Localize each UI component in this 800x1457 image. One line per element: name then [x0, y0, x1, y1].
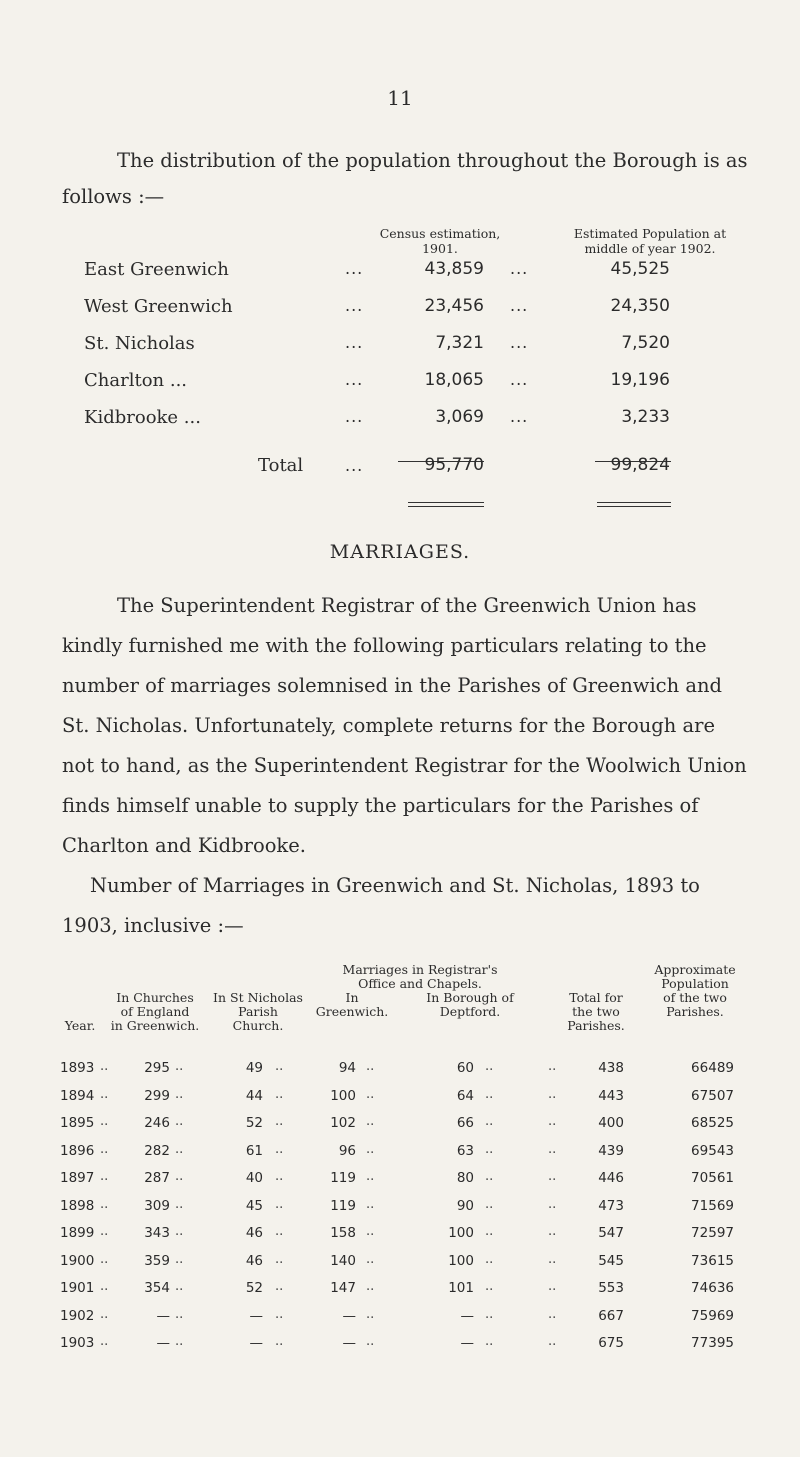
leader-dots: .. [548, 1141, 557, 1157]
district-name: West Greenwich [84, 296, 233, 317]
cell-churches: 287 [144, 1170, 170, 1186]
total-leader-dots: ... [345, 456, 364, 475]
district-name: Charlton ... [84, 370, 188, 391]
cell-churches: 282 [144, 1142, 170, 1159]
leader-dots: ... [345, 296, 364, 315]
cell-churches: 299 [144, 1087, 170, 1104]
cell-churches: 359 [144, 1252, 170, 1269]
census-value: 7,321 [435, 333, 484, 353]
cell-greenwich: 158 [330, 1225, 356, 1241]
cell-greenwich: 119 [330, 1197, 356, 1214]
cell-population: 68525 [691, 1115, 734, 1131]
cell-total: 473 [598, 1197, 624, 1214]
cell-population: 66489 [691, 1060, 734, 1076]
total-double-rule [408, 502, 484, 503]
cell-greenwich: 147 [330, 1280, 356, 1296]
leader-dots: .. [485, 1059, 494, 1074]
leader-dots: .. [485, 1251, 494, 1267]
cell-churches: 354 [144, 1280, 170, 1296]
leader-dots: .. [485, 1141, 494, 1157]
leader-dots: .. [100, 1141, 109, 1157]
leader-dots: .. [100, 1306, 109, 1322]
cell-st-nicholas: — [249, 1335, 263, 1351]
cell-st-nicholas: 52 [245, 1280, 263, 1296]
census-value: 3,069 [435, 407, 484, 427]
cell-year: 1896 [60, 1142, 95, 1159]
leader-dots: .. [366, 1059, 375, 1074]
cell-year: 1897 [60, 1170, 95, 1186]
leader-dots: .. [485, 1086, 494, 1102]
leader-dots: .. [100, 1279, 109, 1294]
leader-dots: .. [275, 1224, 284, 1239]
leader-dots: .. [175, 1279, 184, 1294]
cell-st-nicholas: 45 [245, 1197, 263, 1214]
cell-population: 70561 [691, 1170, 734, 1186]
cell-churches: 295 [144, 1060, 170, 1076]
cell-year: 1902 [60, 1307, 95, 1324]
header-churches [100, 991, 210, 1033]
leader-dots: ... [345, 407, 364, 426]
cell-deptford: 64 [456, 1087, 474, 1104]
header-line: Greenwich. [315, 1004, 389, 1019]
leader-dots: .. [100, 1224, 109, 1239]
leader-dots: ... [345, 259, 364, 278]
cell-year: 1893 [60, 1060, 95, 1076]
leader-dots: .. [275, 1279, 284, 1294]
leader-dots: .. [485, 1224, 494, 1239]
total-estimate: 99,824 [610, 455, 670, 475]
header-in-greenwich [300, 991, 404, 1019]
leader-dots: .. [485, 1334, 494, 1349]
estimate-value: 19,196 [610, 370, 670, 390]
cell-churches: 309 [144, 1197, 170, 1214]
cell-total: 446 [598, 1170, 624, 1186]
leader-dots: .. [175, 1251, 184, 1267]
header-registrar-group [300, 963, 540, 991]
header-population [640, 963, 750, 1019]
cell-churches: 343 [144, 1225, 170, 1241]
leader-dots: .. [275, 1334, 284, 1349]
leader-dots: .. [275, 1086, 284, 1102]
census-header-line: 1901. [422, 241, 458, 256]
leader-dots: .. [100, 1196, 109, 1212]
leader-dots: ... [345, 333, 364, 352]
cell-st-nicholas: 46 [245, 1252, 263, 1269]
leader-dots: ... [510, 370, 529, 389]
cell-population: 77395 [691, 1335, 734, 1351]
leader-dots: .. [366, 1224, 375, 1239]
marriages-title: MARRIAGES. [329, 541, 471, 563]
cell-greenwich: 96 [338, 1142, 356, 1159]
marriages-table-intro: Number of Marriages in Greenwich and St. Nicholas, 1893 to 1903, inclusive :— [62, 874, 700, 937]
header-line: Church. [232, 1018, 284, 1033]
leader-dots: .. [275, 1114, 284, 1129]
leader-dots: .. [548, 1306, 557, 1322]
leader-dots: ... [345, 370, 364, 389]
leader-dots: .. [548, 1086, 557, 1102]
leader-dots: .. [366, 1114, 375, 1129]
header-line: of the two [663, 990, 727, 1005]
header-line: Parishes. [666, 1004, 724, 1019]
header-total [556, 991, 636, 1033]
estimate-value: 24,350 [610, 296, 670, 316]
cell-deptford: 100 [448, 1225, 474, 1241]
leader-dots: .. [548, 1224, 557, 1239]
cell-deptford: 66 [456, 1115, 474, 1131]
cell-total: 553 [598, 1280, 624, 1296]
cell-year: 1899 [60, 1225, 95, 1241]
leader-dots: .. [485, 1114, 494, 1129]
estimate-header [550, 226, 750, 256]
cell-deptford: — [460, 1307, 474, 1324]
header-line: Parish [238, 1004, 278, 1019]
header-line: Parishes. [567, 1018, 625, 1033]
header-in-deptford [410, 991, 530, 1019]
cell-greenwich: 102 [330, 1115, 356, 1131]
leader-dots: .. [175, 1086, 184, 1102]
header-year: Year. [64, 1018, 96, 1033]
leader-dots: .. [175, 1141, 184, 1157]
leader-dots: .. [100, 1086, 109, 1102]
cell-st-nicholas: 52 [245, 1115, 263, 1131]
estimate-value: 7,520 [621, 333, 670, 353]
cell-population: 71569 [691, 1197, 734, 1214]
intro-paragraph: The distribution of the population throughout the Borough is as follows :— [62, 149, 748, 208]
cell-population: 75969 [691, 1307, 734, 1324]
district-name: St. Nicholas [84, 333, 195, 354]
leader-dots: .. [175, 1059, 184, 1074]
leader-dots: .. [366, 1279, 375, 1294]
marriages-paragraph: The Superintendent Registrar of the Greenwich Union has kindly furnished me with the following particulars relating to the number of marriages solemnised in the Parishes of Greenwich and St. Nicholas. Unfortunately, complete returns for the Borough are not to hand, as the Superintendent Registrar for the Woolwich Union finds himself unable to supply the particulars for the Parishes of Charlton and Kidbrooke. [62, 594, 747, 857]
leader-dots: .. [175, 1224, 184, 1239]
header-line: In Churches [116, 990, 194, 1005]
leader-dots: .. [548, 1114, 557, 1129]
header-line: Marriages in Registrar's [342, 962, 498, 977]
leader-dots: .. [548, 1169, 557, 1184]
cell-total: 675 [598, 1335, 624, 1351]
total-label: Total [258, 455, 304, 476]
header-line: Population [661, 976, 729, 991]
leader-dots: .. [366, 1196, 375, 1212]
cell-year: 1895 [60, 1115, 95, 1131]
cell-greenwich: 119 [330, 1170, 356, 1186]
cell-deptford: 80 [456, 1170, 474, 1186]
leader-dots: .. [548, 1279, 557, 1294]
leader-dots: .. [366, 1086, 375, 1102]
cell-population: 72597 [691, 1225, 734, 1241]
cell-year: 1900 [60, 1252, 95, 1269]
cell-st-nicholas: 61 [245, 1142, 263, 1159]
leader-dots: .. [175, 1334, 184, 1349]
cell-total: 545 [598, 1252, 624, 1269]
cell-deptford: 101 [448, 1280, 474, 1296]
cell-churches: — [156, 1307, 170, 1324]
cell-total: 438 [598, 1060, 624, 1076]
header-line: In Borough of [426, 990, 514, 1005]
header-line: In [345, 990, 359, 1005]
header-line: the two [572, 1004, 620, 1019]
cell-greenwich: — [342, 1335, 356, 1351]
leader-dots: .. [366, 1251, 375, 1267]
district-name: Kidbrooke ... [84, 407, 201, 428]
leader-dots: .. [485, 1279, 494, 1294]
leader-dots: .. [100, 1114, 109, 1129]
leader-dots: .. [366, 1306, 375, 1322]
leader-dots: ... [510, 407, 529, 426]
cell-deptford: 90 [456, 1197, 474, 1214]
header-line: Deptford. [439, 1004, 501, 1019]
leader-dots: .. [366, 1141, 375, 1157]
cell-total: 443 [598, 1087, 624, 1104]
cell-deptford: 60 [456, 1060, 474, 1076]
census-header [360, 226, 520, 256]
cell-st-nicholas: 46 [245, 1225, 263, 1241]
leader-dots: .. [175, 1114, 184, 1129]
leader-dots: .. [485, 1196, 494, 1212]
district-name: East Greenwich [84, 259, 229, 280]
estimate-header-line: middle of year 1902. [584, 241, 716, 256]
leader-dots: .. [175, 1169, 184, 1184]
cell-year: 1898 [60, 1197, 95, 1214]
total-double-rule [408, 506, 484, 507]
cell-total: 439 [598, 1142, 624, 1159]
total-census: 95,770 [424, 455, 484, 475]
leader-dots: .. [175, 1306, 184, 1322]
leader-dots: .. [548, 1251, 557, 1267]
estimate-value: 45,525 [610, 259, 670, 279]
cell-total: 400 [598, 1115, 624, 1131]
header-line: In St Nicholas [213, 990, 303, 1005]
estimate-header-line: Estimated Population at [573, 226, 727, 241]
cell-st-nicholas: 49 [245, 1060, 263, 1076]
census-value: 18,065 [424, 370, 484, 390]
header-line: Office and Chapels. [358, 976, 482, 991]
cell-population: 74636 [691, 1280, 734, 1296]
cell-st-nicholas: 40 [245, 1170, 263, 1186]
leader-dots: ... [510, 259, 529, 278]
total-double-rule [597, 506, 671, 507]
cell-churches: — [156, 1335, 170, 1351]
leader-dots: ... [510, 333, 529, 352]
cell-churches: 246 [144, 1115, 170, 1131]
leader-dots: .. [175, 1196, 184, 1212]
leader-dots: .. [275, 1169, 284, 1184]
leader-dots: .. [100, 1334, 109, 1349]
cell-greenwich: 94 [338, 1060, 356, 1076]
cell-total: 547 [598, 1225, 624, 1241]
header-line: in Greenwich. [110, 1018, 200, 1033]
leader-dots: .. [548, 1059, 557, 1074]
cell-deptford: — [460, 1335, 474, 1351]
leader-dots: .. [366, 1334, 375, 1349]
cell-total: 667 [598, 1307, 624, 1324]
page-number: 11 [387, 86, 413, 110]
cell-st-nicholas: — [249, 1307, 263, 1324]
leader-dots: ... [510, 296, 529, 315]
cell-year: 1894 [60, 1087, 95, 1104]
leader-dots: .. [485, 1169, 494, 1184]
leader-dots: .. [366, 1169, 375, 1184]
cell-st-nicholas: 44 [245, 1087, 263, 1104]
cell-greenwich: 100 [330, 1087, 356, 1104]
leader-dots: .. [275, 1251, 284, 1267]
leader-dots: .. [100, 1059, 109, 1074]
total-double-rule [597, 502, 671, 503]
leader-dots: .. [275, 1196, 284, 1212]
cell-deptford: 100 [448, 1252, 474, 1269]
census-header-line: Census estimation, [379, 226, 501, 241]
header-line: Total for [569, 990, 623, 1005]
cell-population: 73615 [691, 1252, 734, 1269]
leader-dots: .. [275, 1306, 284, 1322]
header-st-nicholas [208, 991, 308, 1033]
header-line: of England [120, 1004, 190, 1019]
leader-dots: .. [275, 1059, 284, 1074]
cell-year: 1901 [60, 1280, 95, 1296]
cell-population: 69543 [691, 1142, 734, 1159]
cell-greenwich: — [342, 1307, 356, 1324]
cell-population: 67507 [691, 1087, 734, 1104]
leader-dots: .. [548, 1196, 557, 1212]
census-value: 43,859 [424, 259, 484, 279]
cell-deptford: 63 [456, 1142, 474, 1159]
leader-dots: .. [548, 1334, 557, 1349]
leader-dots: .. [485, 1306, 494, 1322]
leader-dots: .. [100, 1251, 109, 1267]
census-value: 23,456 [424, 296, 484, 316]
cell-greenwich: 140 [330, 1252, 356, 1269]
estimate-value: 3,233 [621, 407, 670, 427]
leader-dots: .. [275, 1141, 284, 1157]
header-line: Approximate [654, 962, 736, 977]
cell-year: 1903 [60, 1335, 95, 1351]
leader-dots: .. [100, 1169, 109, 1184]
